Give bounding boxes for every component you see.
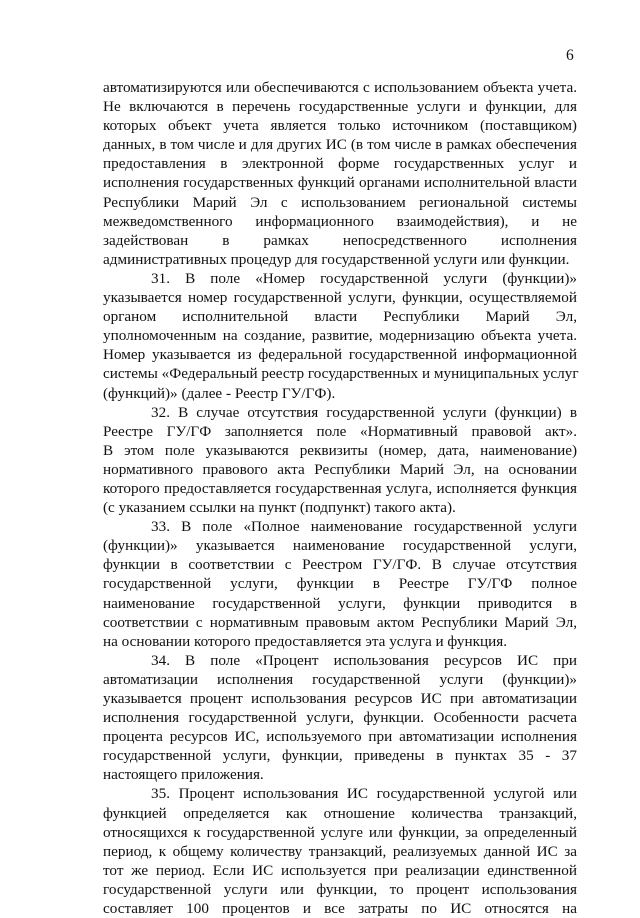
text-line: государственной услуги, функции, приведены в пунктах 35 - 37 (103, 747, 577, 765)
text-line: составляет 100 процентов и все затраты по ИС относятся на (103, 900, 577, 918)
text-line: автоматизации исполнения государственной услуги (функции)» (103, 670, 577, 688)
text-line: задействован в рамках непосредственного исполнения (103, 231, 577, 249)
text-line: автоматизируются или обеспечиваются с использованием объекта учета. (103, 79, 577, 96)
text-line: административных процедур для государственной услуги или функции. (103, 250, 570, 268)
text-line: Номер указывается из федеральной государственной информационной (103, 346, 577, 364)
text-line: межведомственного информационного взаимодействия), и не (103, 212, 577, 230)
text-line: наименование государственной услуги, функции приводится в (103, 594, 577, 612)
text-line: данных, в том числе и для других ИС (в том числе в рамках обеспечения (103, 136, 577, 154)
text-line: Республики Марий Эл с использованием региональной системы (103, 193, 577, 211)
text-line: указывается процент использования ресурсов ИС при автоматизации (103, 690, 577, 707)
text-line: которого предоставляется государственная услуга, исполняется функция (103, 479, 577, 497)
text-line: период, к общему количеству транзакций, реализуемых данной ИС за (103, 842, 577, 860)
text-line: (с указанием ссылки на пункт (подпункт) такого акта). (103, 499, 456, 517)
text-line: функции в соответствии с Реестром ГУ/ГФ. В случае отсутствия (103, 556, 577, 574)
text-line: системы «Федеральный реестр государственных и муниципальных услуг (103, 365, 579, 383)
text-line: Не включаются в перечень государственные услуги и функции, для (103, 98, 577, 116)
text-line: процента ресурсов ИС, используемого при автоматизации исполнения (103, 728, 577, 746)
text-line: Реестре ГУ/ГФ заполняется поле «Нормативный правовой акт». (103, 422, 577, 440)
text-line: государственной услуги или функции, то процент использования (103, 880, 577, 898)
text-line: тот же период. Если ИС используется при реализации единственной (103, 861, 577, 879)
text-line: 35. Процент использования ИС государственной услугой или (151, 785, 577, 803)
text-line: предоставления в электронной форме государственных услуг и (103, 155, 577, 173)
text-line: настоящего приложения. (103, 766, 264, 784)
text-line: относящихся к государственной услуге или функции, за определенный (103, 823, 577, 841)
text-line: соответствии с нормативным правовым актом Республики Марий Эл, (103, 613, 577, 631)
text-line: 31. В поле «Номер государственной услуги (функции)» (151, 269, 577, 287)
text-line: уполномоченным на создание, развитие, модернизацию объекта учета. (103, 327, 577, 345)
text-line: государственной услуги, функции в Реестре ГУ/ГФ полное (103, 575, 577, 593)
page-number: 6 (566, 47, 574, 64)
text-line: (функций)» (далее - Реестр ГУ/ГФ). (103, 384, 336, 402)
text-line: 33. В поле «Полное наименование государственной услуги (151, 518, 577, 536)
text-line: функцией определяется как отношение количества транзакций, (103, 804, 577, 822)
text-line: исполнения государственной услуги, функции. Особенности расчета (103, 709, 577, 727)
text-line: 32. В случае отсутствия государственной услуги (функции) в (151, 403, 577, 421)
text-line: исполнения государственных функций органами исполнительной власти (103, 174, 577, 192)
document-body (103, 78, 577, 918)
text-line: на основании которого предоставляется эта услуга и функция. (103, 632, 508, 650)
text-line: (функции)» указывается наименование государственной услуги, (103, 537, 577, 555)
text-line: 34. В поле «Процент использования ресурсов ИС при (151, 651, 577, 669)
text-line: нормативного правового акта Республики Марий Эл, на основании (103, 460, 577, 478)
text-line: которых объект учета является только источником (поставщиком) (103, 117, 577, 135)
text-line: указывается номер государственной услуги, функции, осуществляемой (103, 289, 577, 307)
text-line: В этом поле указываются реквизиты (номер, дата, наименование) (103, 441, 577, 459)
text-line: органом исполнительной власти Республики Марий Эл, (103, 308, 577, 326)
